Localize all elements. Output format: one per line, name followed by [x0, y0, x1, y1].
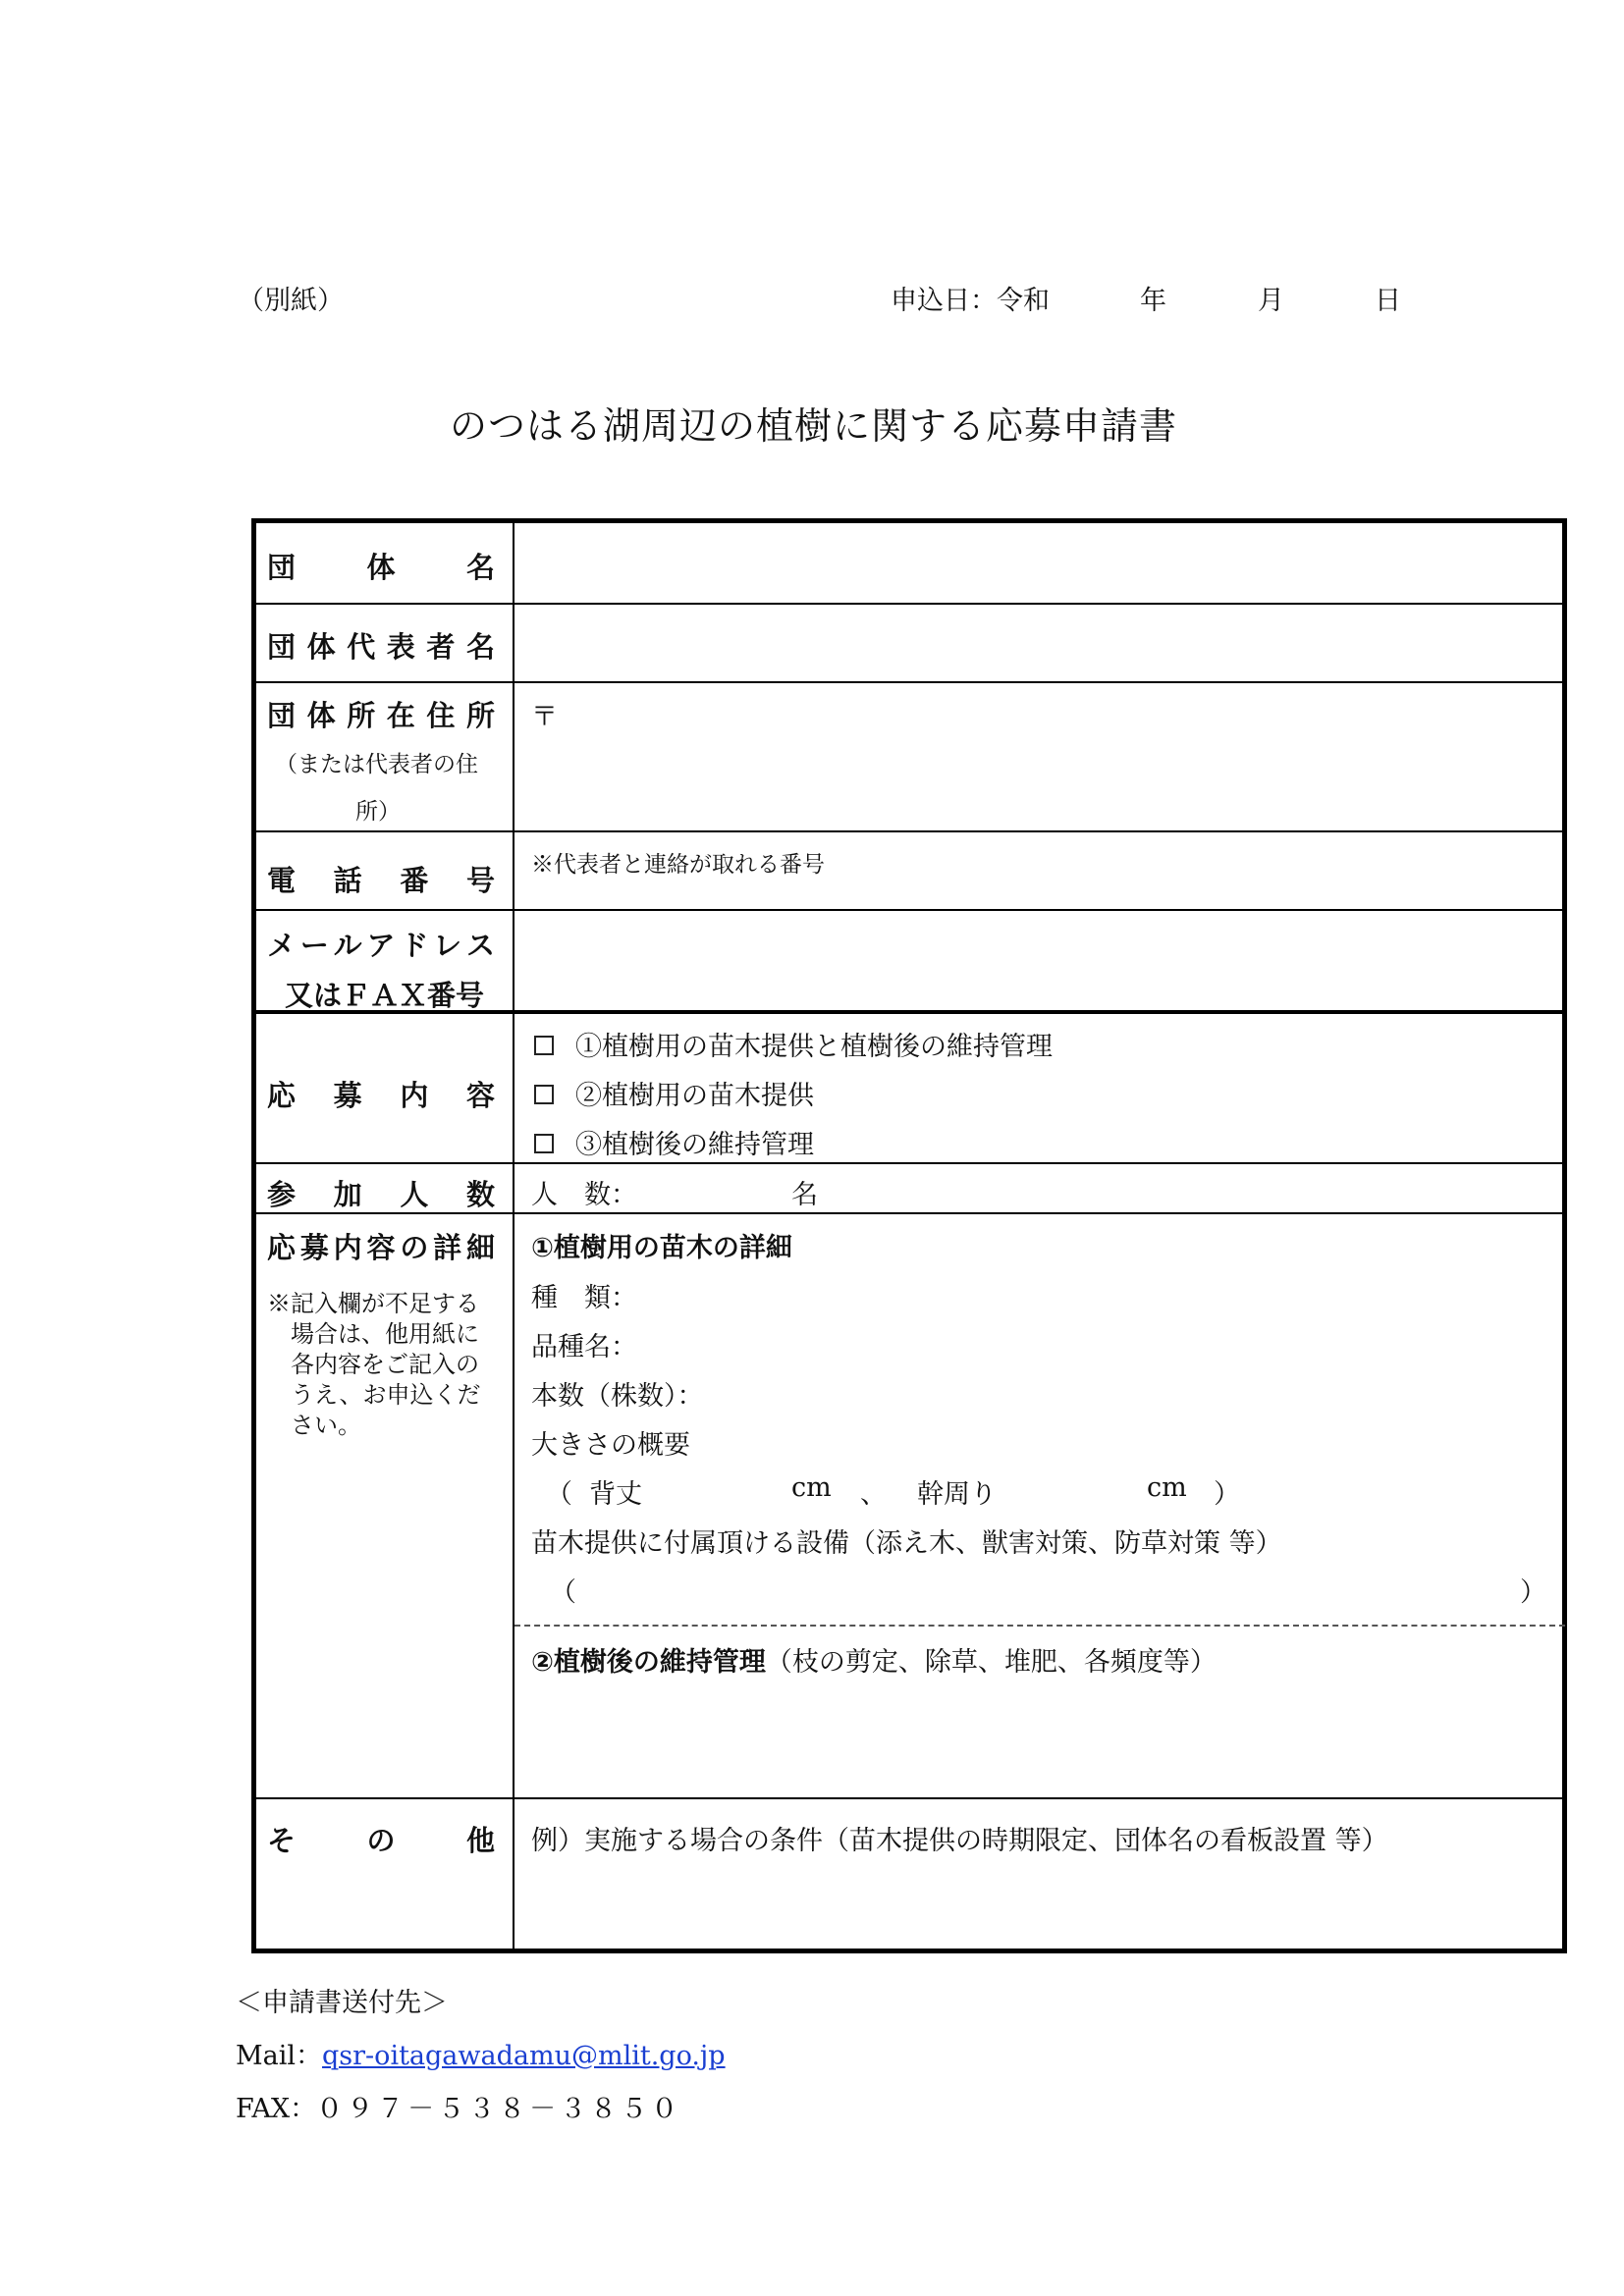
label-participants: 参 加 人 数 — [267, 1178, 495, 1211]
phone-note: ※代表者と連絡が取れる番号 — [531, 852, 825, 878]
date-day-label: 日 — [1375, 286, 1401, 316]
option-2[interactable]: ②植樹用の苗木提供 — [534, 1074, 814, 1112]
row-divider — [253, 681, 1565, 683]
equipment-close-paren: ） — [1520, 1577, 1546, 1608]
maintenance-heading: ②植樹後の維持管理 — [531, 1647, 766, 1678]
column-divider — [513, 520, 514, 1951]
row-divider — [253, 1162, 1565, 1164]
label-phone: 電 話 番 号 — [267, 864, 495, 897]
participants-count-label: 人 数： — [531, 1180, 637, 1210]
label-group-name: 団 体 名 — [267, 551, 495, 584]
label-other: そ の 他 — [267, 1824, 495, 1857]
girth-unit: cm — [1147, 1472, 1187, 1503]
size-separator: 、 — [860, 1479, 887, 1510]
date-year-label: 年 — [1140, 286, 1166, 316]
row-divider — [253, 1797, 1565, 1799]
fax-line — [236, 2087, 681, 2125]
representative-field[interactable] — [516, 685, 1563, 828]
fax-label: FAX： — [236, 2094, 317, 2124]
attachment-label: （別紙） — [238, 286, 344, 316]
fax-number: ０９７－５３８－３８５０ — [316, 2094, 682, 2124]
size-close-paren: ） — [1214, 1479, 1240, 1510]
send-to-heading: ＜申請書送付先＞ — [236, 1988, 448, 2018]
option-3[interactable]: ③植樹後の維持管理 — [534, 1123, 814, 1161]
seedling-variety-label: 品種名： — [531, 1332, 637, 1362]
group-name-field[interactable] — [516, 607, 1563, 679]
label-address-note-line1: （または代表者の住 — [275, 752, 478, 777]
row-divider — [253, 603, 1565, 605]
row-divider — [253, 830, 1565, 832]
seedling-kind-label: 種 類： — [531, 1283, 637, 1313]
postal-mark: 〒 — [531, 702, 558, 732]
equipment-label: 苗木提供に付属頂ける設備（添え木、獣害対策、防草対策 等） — [531, 1528, 1282, 1559]
page-title: のつはる湖周辺の植樹に関する応募申請書 — [450, 404, 1178, 448]
seedling-size-label: 大きさの概要 — [531, 1430, 690, 1461]
other-example: 例）実施する場合の条件（苗木提供の時期限定、団体名の看板設置 等） — [531, 1826, 1388, 1856]
checkbox-option-1[interactable] — [534, 1036, 554, 1055]
phone-field[interactable] — [516, 913, 1563, 1008]
label-representative: 団 体 代 表 者 名 — [267, 630, 495, 664]
label-fax: 又はＦＡＸ番号 — [285, 979, 485, 1012]
option-1[interactable]: ①植樹用の苗木提供と植樹後の維持管理 — [534, 1025, 1053, 1063]
equipment-field[interactable] — [579, 1569, 1522, 1608]
label-address: 団 体 所 在 住 所 — [267, 699, 495, 732]
participants-unit: 名 — [791, 1180, 818, 1210]
maintenance-heading-line — [531, 1640, 1217, 1679]
row-divider — [253, 909, 1565, 911]
label-address-note-line2: 所） — [355, 799, 401, 825]
girth-label: 幹周り — [917, 1479, 997, 1510]
mail-link[interactable]: qsr-oitagawadamu@mlit.go.jp — [322, 2041, 726, 2071]
height-unit: cm — [791, 1472, 832, 1503]
checkbox-option-3[interactable] — [534, 1134, 554, 1153]
equipment-open-paren: （ — [550, 1577, 576, 1608]
other-field[interactable] — [516, 1865, 1563, 1948]
section-divider-dashed — [514, 1625, 1565, 1627]
maintenance-note: （枝の剪定、除草、堆肥、各頻度等） — [765, 1647, 1217, 1678]
label-application-content: 応 募 内 容 — [267, 1079, 495, 1112]
label-email: メ ー ル ア ド レ ス — [267, 929, 495, 962]
mail-line — [236, 2034, 726, 2072]
checkbox-option-2[interactable] — [534, 1085, 554, 1104]
size-open-paren: （ — [546, 1479, 572, 1510]
participants-count-field[interactable] — [668, 1168, 776, 1207]
seedling-quantity-label: 本数（株数）： — [531, 1381, 704, 1412]
height-label: 背丈 — [589, 1479, 642, 1510]
details-note: ※記入欄が不足する 場合は、他用紙に 各内容をご記入の うえ、お申込くだ さい。 — [267, 1290, 481, 1439]
seedling-details-heading: ①植樹用の苗木の詳細 — [531, 1233, 792, 1263]
mail-label: Mail： — [236, 2041, 323, 2071]
label-details: 応 募 内 容 の 詳 細 — [267, 1231, 495, 1264]
application-date-label: 申込日：令和 — [891, 286, 1050, 316]
date-month-label: 月 — [1258, 286, 1284, 316]
maintenance-field[interactable] — [516, 1683, 1563, 1793]
